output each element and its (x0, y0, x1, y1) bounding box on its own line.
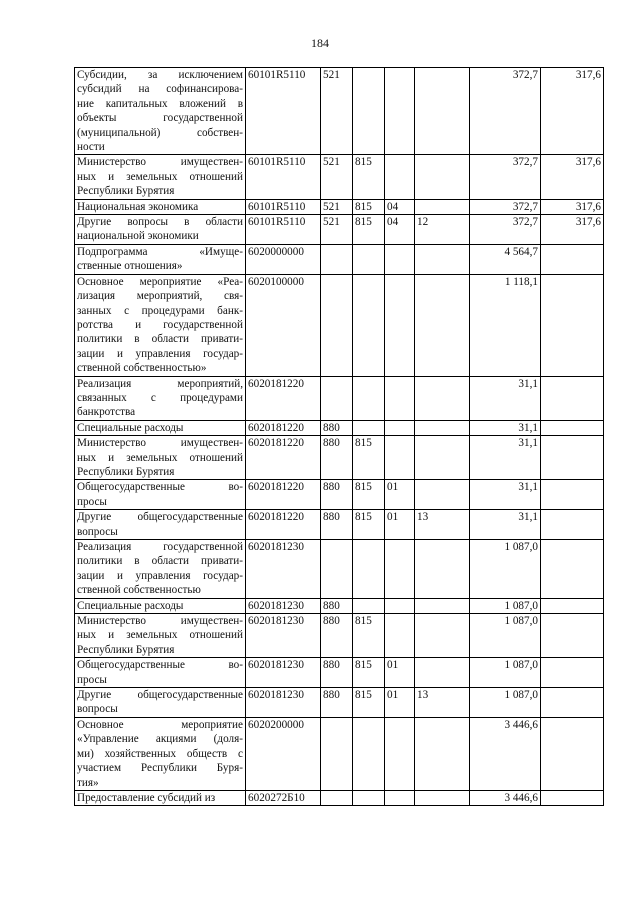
item-name-line: вопросы (77, 703, 118, 716)
amount-second-cell (541, 376, 604, 420)
expense-type-cell (321, 274, 353, 376)
item-name-cell (75, 717, 246, 790)
subsection-cell: 13 (415, 688, 470, 718)
budget-table-body (75, 68, 604, 806)
item-name-line: лизация мероприятий, свя- (77, 290, 243, 303)
ministry-code-cell: 815 (353, 688, 385, 718)
item-name-line: зации и управления государ- (77, 569, 243, 582)
section-cell (385, 420, 415, 435)
target-article-cell: 6020181220 (246, 376, 321, 420)
ministry-code-cell: 815 (353, 199, 385, 214)
subsection-cell (415, 420, 470, 435)
amount-second-cell (541, 540, 604, 599)
amount-cell: 1 118,1 (470, 274, 541, 376)
ministry-code-cell (353, 717, 385, 790)
item-name-cell (75, 480, 246, 510)
amount-second-cell: 317,6 (541, 215, 604, 245)
section-cell (385, 68, 415, 155)
target-article-cell: 6020181220 (246, 436, 321, 480)
item-name-line: Общегосударственные во- (77, 659, 243, 672)
expense-type-cell: 521 (321, 155, 353, 199)
item-name-line: Другие общегосударственные (77, 511, 243, 524)
item-name-line: ми) хозяйственных обществ с (77, 747, 243, 760)
subsection-cell (415, 376, 470, 420)
amount-cell: 1 087,0 (470, 598, 541, 613)
expense-type-cell: 880 (321, 420, 353, 435)
table-row (75, 510, 604, 540)
section-cell: 01 (385, 480, 415, 510)
item-name-cell (75, 155, 246, 199)
item-name-cell (75, 244, 246, 274)
table-row (75, 199, 604, 214)
table-row (75, 376, 604, 420)
subsection-cell (415, 540, 470, 599)
expense-type-cell (321, 244, 353, 274)
section-cell (385, 274, 415, 376)
subsection-cell (415, 155, 470, 199)
item-name-line: Основное мероприятие «Реа- (77, 275, 243, 288)
ministry-code-cell (353, 598, 385, 613)
expense-type-cell: 521 (321, 68, 353, 155)
amount-second-cell (541, 274, 604, 376)
item-name-line: субсидий на софинансирова- (77, 83, 243, 96)
amount-second-cell (541, 614, 604, 658)
item-name-line: Подпрограмма «Имуще- (77, 245, 243, 258)
table-row (75, 68, 604, 155)
amount-cell: 372,7 (470, 199, 541, 214)
amount-cell: 3 446,6 (470, 790, 541, 805)
item-name-line: Общегосударственные во- (77, 481, 243, 494)
item-name-cell (75, 510, 246, 540)
item-name-line: Субсидии, за исключением (77, 69, 243, 81)
item-name-cell (75, 68, 246, 155)
target-article-cell: 6020181230 (246, 540, 321, 599)
section-cell (385, 376, 415, 420)
subsection-cell (415, 244, 470, 274)
item-name-line: ротства и государственной (77, 318, 243, 331)
expense-type-cell (321, 376, 353, 420)
amount-cell: 31,1 (470, 436, 541, 480)
target-article-cell: 6020181220 (246, 480, 321, 510)
expense-type-cell: 880 (321, 598, 353, 613)
subsection-cell: 13 (415, 510, 470, 540)
expense-type-cell: 880 (321, 510, 353, 540)
table-row (75, 436, 604, 480)
item-name-cell (75, 436, 246, 480)
ministry-code-cell (353, 540, 385, 599)
section-cell (385, 436, 415, 480)
section-cell (385, 598, 415, 613)
item-name-cell (75, 790, 246, 805)
item-name-line: Реализация государственной (77, 541, 243, 553)
amount-cell: 372,7 (470, 68, 541, 155)
amount-cell: 31,1 (470, 510, 541, 540)
amount-cell: 4 564,7 (470, 244, 541, 274)
item-name-cell (75, 376, 246, 420)
amount-cell: 31,1 (470, 480, 541, 510)
section-cell: 01 (385, 688, 415, 718)
subsection-cell (415, 658, 470, 688)
item-name-line: Министерство имуществен- (77, 437, 243, 450)
subsection-cell (415, 68, 470, 155)
item-name-line: национальной экономики (77, 230, 199, 243)
subsection-cell (415, 480, 470, 510)
ministry-code-cell: 815 (353, 155, 385, 199)
subsection-cell (415, 790, 470, 805)
item-name-line: Министерство имуществен- (77, 156, 243, 169)
ministry-code-cell: 815 (353, 436, 385, 480)
amount-second-cell: 317,6 (541, 68, 604, 155)
item-name-cell (75, 540, 246, 599)
budget-table (74, 67, 604, 806)
item-name-line: вопросы (77, 525, 118, 538)
item-name-line: ных и земельных отношений (77, 629, 243, 642)
item-name-line: Министерство имуществен- (77, 615, 243, 628)
target-article-cell: 6020181230 (246, 614, 321, 658)
item-name-line: просы (77, 673, 107, 686)
ministry-code-cell (353, 244, 385, 274)
expense-type-cell: 880 (321, 688, 353, 718)
amount-cell: 1 087,0 (470, 540, 541, 599)
amount-cell: 372,7 (470, 155, 541, 199)
amount-second-cell: 317,6 (541, 155, 604, 199)
table-row (75, 790, 604, 805)
ministry-code-cell: 815 (353, 614, 385, 658)
target-article-cell: 60101R5110 (246, 68, 321, 155)
item-name-cell (75, 658, 246, 688)
item-name-line: просы (77, 495, 107, 508)
table-row (75, 688, 604, 718)
item-name-cell (75, 614, 246, 658)
amount-second-cell (541, 717, 604, 790)
page-number: 184 (311, 36, 329, 50)
table-row (75, 274, 604, 376)
section-cell (385, 614, 415, 658)
item-name-line: Национальная экономика (77, 200, 199, 213)
target-article-cell: 6020000000 (246, 244, 321, 274)
amount-second-cell (541, 420, 604, 435)
expense-type-cell: 880 (321, 614, 353, 658)
ministry-code-cell: 815 (353, 510, 385, 540)
item-name-line: ние капитальных вложений в (77, 97, 243, 110)
amount-second-cell (541, 510, 604, 540)
section-cell: 04 (385, 215, 415, 245)
section-cell (385, 540, 415, 599)
item-name-line: тия» (77, 776, 99, 789)
item-name-line: (муниципальной) собствен- (77, 126, 243, 139)
ministry-code-cell (353, 790, 385, 805)
subsection-cell: 12 (415, 215, 470, 245)
table-row (75, 215, 604, 245)
target-article-cell: 6020181230 (246, 658, 321, 688)
item-name-line: банкротства (77, 406, 136, 419)
item-name-line: Основное мероприятие (77, 718, 243, 731)
item-name-line: ных и земельных отношений (77, 170, 243, 183)
item-name-line: Реализация мероприятий, (77, 377, 243, 390)
item-name-line: Республики Бурятия (77, 643, 175, 656)
item-name-cell (75, 199, 246, 214)
item-name-line: Республики Бурятия (77, 185, 175, 198)
target-article-cell: 60101R5110 (246, 199, 321, 214)
item-name-line: Другие общегосударственные (77, 689, 243, 702)
item-name-line: «Управление акциями (доля- (77, 733, 243, 746)
target-article-cell: 6020181220 (246, 510, 321, 540)
expense-type-cell: 880 (321, 436, 353, 480)
item-name-line: политики в области привати- (77, 333, 243, 346)
target-article-cell: 6020181220 (246, 420, 321, 435)
ministry-code-cell: 815 (353, 658, 385, 688)
amount-cell: 372,7 (470, 215, 541, 245)
item-name-line: объекты государственной (77, 112, 243, 125)
amount-second-cell: 317,6 (541, 199, 604, 214)
amount-second-cell (541, 790, 604, 805)
amount-cell: 1 087,0 (470, 658, 541, 688)
item-name-line: политики в области привати- (77, 555, 243, 568)
item-name-line: участием Республики Буря- (77, 762, 243, 775)
amount-second-cell (541, 658, 604, 688)
table-row (75, 420, 604, 435)
subsection-cell (415, 598, 470, 613)
item-name-line: Другие вопросы в области (77, 216, 243, 229)
amount-second-cell (541, 598, 604, 613)
subsection-cell (415, 614, 470, 658)
target-article-cell: 6020200000 (246, 717, 321, 790)
table-row (75, 540, 604, 599)
target-article-cell: 60101R5110 (246, 215, 321, 245)
item-name-line: Предоставление субсидий из (77, 791, 216, 804)
target-article-cell: 6020272Б10 (246, 790, 321, 805)
ministry-code-cell (353, 274, 385, 376)
item-name-line: Специальные расходы (77, 599, 184, 612)
expense-type-cell (321, 540, 353, 599)
item-name-line: ственные отношения» (77, 260, 183, 273)
table-row (75, 480, 604, 510)
subsection-cell (415, 717, 470, 790)
subsection-cell (415, 436, 470, 480)
amount-second-cell (541, 480, 604, 510)
expense-type-cell: 880 (321, 480, 353, 510)
amount-cell: 3 446,6 (470, 717, 541, 790)
expense-type-cell (321, 790, 353, 805)
target-article-cell: 60101R5110 (246, 155, 321, 199)
target-article-cell: 6020100000 (246, 274, 321, 376)
amount-second-cell (541, 688, 604, 718)
ministry-code-cell: 815 (353, 480, 385, 510)
item-name-line: занных с процедурами банк- (77, 304, 243, 317)
ministry-code-cell: 815 (353, 215, 385, 245)
section-cell (385, 790, 415, 805)
expense-type-cell: 521 (321, 199, 353, 214)
target-article-cell: 6020181230 (246, 598, 321, 613)
amount-cell: 31,1 (470, 376, 541, 420)
section-cell: 04 (385, 199, 415, 214)
target-article-cell: 6020181230 (246, 688, 321, 718)
subsection-cell (415, 199, 470, 214)
table-row (75, 155, 604, 199)
amount-cell: 31,1 (470, 420, 541, 435)
section-cell (385, 244, 415, 274)
table-row (75, 658, 604, 688)
item-name-line: ности (77, 141, 105, 154)
table-row (75, 614, 604, 658)
item-name-cell (75, 688, 246, 718)
expense-type-cell (321, 717, 353, 790)
section-cell: 01 (385, 510, 415, 540)
table-row (75, 717, 604, 790)
expense-type-cell: 880 (321, 658, 353, 688)
item-name-cell (75, 598, 246, 613)
item-name-line: Республики Бурятия (77, 465, 175, 478)
amount-second-cell (541, 244, 604, 274)
amount-second-cell (541, 436, 604, 480)
item-name-cell (75, 215, 246, 245)
item-name-line: ственной собственностью» (77, 362, 207, 375)
item-name-line: ственной собственностью (77, 584, 201, 597)
ministry-code-cell (353, 68, 385, 155)
expense-type-cell: 521 (321, 215, 353, 245)
subsection-cell (415, 274, 470, 376)
item-name-cell (75, 420, 246, 435)
ministry-code-cell (353, 376, 385, 420)
section-cell: 01 (385, 658, 415, 688)
amount-cell: 1 087,0 (470, 688, 541, 718)
item-name-line: связанных с процедурами (77, 391, 243, 404)
table-row (75, 244, 604, 274)
section-cell (385, 155, 415, 199)
amount-cell: 1 087,0 (470, 614, 541, 658)
table-row (75, 598, 604, 613)
section-cell (385, 717, 415, 790)
item-name-line: ных и земельных отношений (77, 451, 243, 464)
item-name-line: Специальные расходы (77, 421, 184, 434)
item-name-cell (75, 274, 246, 376)
ministry-code-cell (353, 420, 385, 435)
item-name-line: зации и управления государ- (77, 347, 243, 360)
